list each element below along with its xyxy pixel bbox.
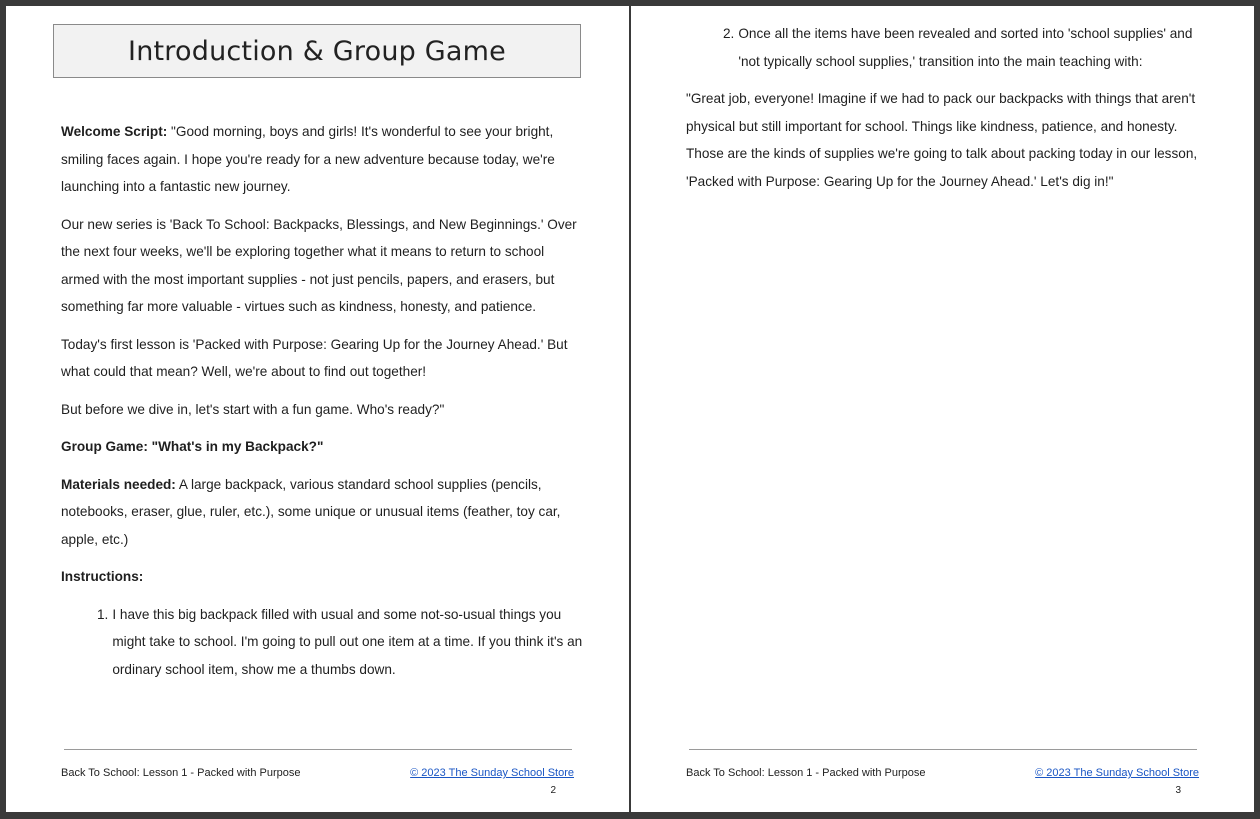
page-title: Introduction & Group Game — [128, 35, 506, 67]
page-title-box — [53, 24, 581, 78]
document-page-2 — [6, 6, 629, 812]
list-item-text: Once all the items have been revealed and sorted into 'school supplies' and 'not typically school supplies,' transition into the main teaching with: — [738, 26, 1193, 69]
page-2-body — [61, 118, 586, 693]
footer-lesson-title: Back To School: Lesson 1 - Packed with Purpose — [61, 767, 301, 779]
welcome-label: Welcome Script: — [61, 124, 168, 139]
lesson-paragraph: Today's first lesson is 'Packed with Purpose: Gearing Up for the Journey Ahead.' But what could that mean? Well, we're about to find out together! — [61, 336, 568, 379]
page-3-body — [686, 20, 1211, 205]
footer-divider — [64, 749, 572, 750]
footer-copyright-link[interactable]: © 2023 The Sunday School Store — [1035, 767, 1199, 779]
footer-divider — [689, 749, 1197, 750]
series-paragraph: Our new series is 'Back To School: Backpacks, Blessings, and New Beginnings.' Over the next four weeks, we'll be exploring together what it means to return to school armed with the most important supplies - not just pencils, papers, and erasers, but something far more valuable - virtues such as kindness, honesty, and patience. — [61, 216, 577, 314]
instructions-list — [61, 601, 586, 684]
materials-text: A large backpack, various standard school supplies (pencils, notebooks, eraser, glue, ruler, etc.), some unique or unusual items (feather, toy car, apple, etc.) — [61, 476, 561, 547]
list-item-number: 2. — [723, 26, 735, 41]
materials-label: Materials needed: — [61, 476, 176, 492]
page-number: 2 — [550, 785, 556, 796]
instructions-heading: Instructions: — [61, 569, 144, 584]
footer-lesson-title: Back To School: Lesson 1 - Packed with Purpose — [686, 767, 926, 779]
list-item — [723, 20, 1211, 75]
document-page-3 — [631, 6, 1254, 812]
game-intro-paragraph: But before we dive in, let's start with a fun game. Who's ready?" — [61, 401, 445, 417]
instructions-list-continued — [686, 20, 1211, 75]
footer-copyright-link[interactable]: © 2023 The Sunday School Store — [410, 767, 574, 779]
list-item-number: 1. — [97, 606, 109, 622]
materials-paragraph — [61, 471, 586, 554]
list-item — [97, 601, 586, 684]
welcome-text: "Good morning, boys and girls! It's wonderful to see your bright, smiling faces again. I hope you're ready for a new adventure because today, we're launching into a fantastic new journey. — [61, 124, 555, 194]
list-item-text: I have this big backpack filled with usual and some not-so-usual things you might take to school. I'm going to pull out one item at a time. If you think it's an ordinary school item, show me a thumbs down. — [112, 606, 583, 677]
group-game-heading: Group Game: "What's in my Backpack?" — [61, 439, 324, 454]
welcome-paragraph — [61, 118, 586, 201]
teaching-quote-paragraph: "Great job, everyone! Imagine if we had to pack our backpacks with things that aren't physical but still important for school. Things like kindness, patience, and honesty. Those are the kinds of supplies we're going to talk about packing today in our lesson, 'Packed with Purpose: Gearing Up for the Journey Ahead.' Let's dig in!" — [686, 91, 1198, 189]
page-number: 3 — [1175, 785, 1181, 796]
